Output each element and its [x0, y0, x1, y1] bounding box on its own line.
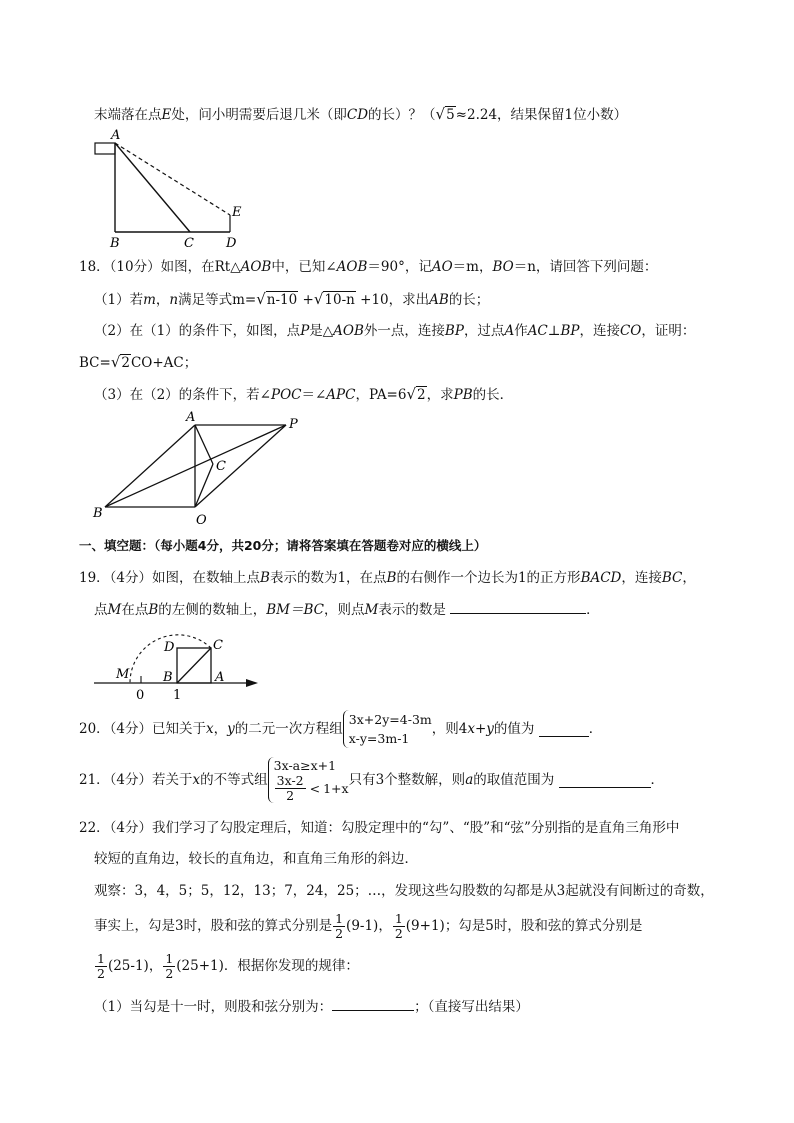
- q20-text: 20．（4分）已知关于: [79, 721, 207, 737]
- q22-text: ；（直接写出结果）: [414, 999, 529, 1015]
- q18-aob: AOB: [336, 259, 368, 275]
- q18-bo: BO: [492, 259, 514, 275]
- q18-text: ，证明：: [641, 323, 696, 339]
- q19-line2: [94, 599, 600, 620]
- q22-text: （1）当勾是十一时，则股和弦分别为：: [94, 999, 333, 1015]
- q21-inequality-system: [268, 757, 349, 803]
- q20-text: ．: [588, 721, 603, 737]
- q21-x: x: [192, 772, 201, 788]
- q21-line: [79, 751, 664, 809]
- q17-text: 处，问小明需要后退几米（即: [171, 107, 347, 123]
- q18-ac-perp-bp: AC⊥BP: [527, 323, 580, 339]
- q18-text: 的长；: [448, 292, 490, 308]
- q18-root1: n-10: [266, 292, 298, 308]
- q18-text: ＝m，: [452, 259, 493, 275]
- q18-text: 18．（10分）如图，在Rt△: [79, 259, 241, 275]
- q21-text: 只有3个整数解，则: [348, 772, 466, 788]
- q22-half-num: 1: [335, 910, 344, 926]
- q18-a: A: [504, 323, 515, 339]
- q19-m: M: [107, 602, 122, 618]
- q21-ineq1: 3x-a≥x+1: [273, 758, 337, 773]
- q19-label-a: A: [215, 670, 225, 685]
- q18-figure: [90, 408, 310, 530]
- q22-answer-blank[interactable]: [332, 996, 414, 1011]
- q22-line1: 22．（4分）我们学习了勾股定理后，知道：勾股定理中的“勾”、“股”和“弦”分别指的是直角三角形中: [79, 820, 680, 836]
- q18-root2: 10-n: [324, 292, 355, 308]
- q19-text: 的左侧的数轴上，: [158, 602, 267, 618]
- q18-eq: m=: [232, 292, 257, 308]
- q22-part1: [94, 996, 529, 1017]
- q18-part2: [94, 321, 695, 341]
- q21-text: ．: [650, 772, 665, 788]
- q18-part1: （1）若m，n满足等式m=√n-10 +√10-n +10，求出AB的长；: [94, 290, 490, 308]
- q19-text: 的右侧作一个边长为1的正方形: [396, 570, 581, 586]
- q19-diagonal-bc: [177, 648, 211, 683]
- q19-b: B: [260, 570, 270, 586]
- q22-expr: (9+1): [405, 918, 445, 934]
- q22-line2: 较短的直角边，较长的直角边，和直角三角形的斜边．: [94, 851, 418, 867]
- q19-label-b: B: [163, 670, 173, 685]
- q22-text: 事实上，勾是3时，股和弦的算式分别是: [94, 918, 333, 934]
- q19-text: 表示的数是: [378, 602, 446, 618]
- q19-text: 19．（4分）如图，在数轴上点: [79, 570, 261, 586]
- q21-lt: <: [309, 781, 321, 796]
- q20-text: 的二元一次方程组: [234, 721, 343, 737]
- q21-fraction: [275, 774, 306, 803]
- q21-ineq2: [274, 774, 349, 803]
- q18-ao: AO: [431, 259, 453, 275]
- q17-text: 的长）？（: [368, 107, 436, 123]
- q19-text: 在点: [121, 602, 149, 618]
- q22-half: [95, 952, 107, 981]
- q20-text: ，: [213, 721, 228, 737]
- q17-figure: [88, 126, 258, 252]
- q22-half-num: 1: [165, 950, 174, 966]
- q18-aob: AOB: [333, 323, 364, 339]
- q17-label-c: C: [184, 236, 194, 251]
- q18-aob: AOB: [240, 259, 272, 275]
- q18-root: 2: [417, 387, 426, 403]
- q19-text: ，: [682, 570, 696, 586]
- q18-m: m: [143, 292, 156, 308]
- q18-seg-ba: [105, 425, 195, 507]
- q18-pb: PB: [453, 387, 473, 403]
- q20-text: 的值为: [493, 721, 535, 737]
- q18-label-a: A: [186, 410, 196, 425]
- q18-text: 外一点，连接: [363, 323, 445, 339]
- q18-poc: POC: [271, 387, 302, 403]
- q22-line4: [94, 911, 642, 941]
- q19-bacd: BACD: [580, 570, 622, 586]
- q18-apc: APC: [326, 387, 356, 403]
- q18-text: 的长．: [472, 387, 514, 403]
- q21-frac-den: 2: [286, 788, 295, 803]
- q19-axis-arrow: [246, 679, 258, 687]
- q18-seg-ac: [195, 425, 213, 464]
- q20-y: y: [227, 721, 235, 737]
- q18-text: ，: [155, 292, 170, 308]
- q18-text: 中，已知∠: [271, 259, 337, 275]
- q19-label-one: 1: [173, 688, 182, 702]
- q19-text: ，连接: [621, 570, 662, 586]
- q18-text: 满足等式: [178, 292, 233, 308]
- q18-text: （3）在（2）的条件下，若∠: [94, 387, 271, 403]
- q18-text: （2）在（1）的条件下，如图，点: [94, 323, 301, 339]
- q19-text: ，则点: [324, 602, 365, 618]
- q19-b: B: [148, 602, 159, 618]
- q17-rope: [115, 143, 190, 232]
- q18-part3: （3）在（2）的条件下，若∠POC＝∠APC，PA=6√2，求PB的长．: [94, 385, 514, 403]
- q20-text: ，则4: [431, 721, 468, 737]
- q22-text: ，: [378, 918, 392, 934]
- q19-line1: [79, 568, 696, 588]
- q19-text: 表示的数为1，在点: [269, 570, 387, 586]
- q22-expr: (9-1): [346, 918, 379, 934]
- q18-label-o: O: [196, 513, 207, 528]
- q18-text: ，PA=6: [355, 387, 407, 403]
- q18-label-c: C: [216, 459, 226, 474]
- section-header: 一、填空题：（每小题4分，共20分；请将答案填在答题卷对应的横线上）: [79, 538, 487, 553]
- q19-bm-bc: BM＝BC: [266, 602, 324, 618]
- q18-bp: BP: [444, 323, 464, 339]
- q17-text: 末端落在点: [94, 107, 162, 123]
- q22-half-den: 2: [165, 965, 174, 981]
- q19-label-d: D: [164, 640, 175, 655]
- q21-frac-num: 3x-2: [276, 773, 304, 788]
- q22-text: ，: [148, 958, 163, 974]
- q17-label-a: A: [111, 128, 121, 143]
- q18-part2-line2: BC=√2CO+AC；: [79, 353, 198, 371]
- q20-x: x: [206, 721, 214, 737]
- q17-label-e: E: [232, 205, 242, 220]
- q22-text: ；勾是5时，股和弦的算式分别是: [444, 918, 643, 934]
- q19-m: M: [364, 602, 379, 618]
- q22-half-num: 1: [394, 910, 403, 926]
- q21-text: 的不等式组: [200, 772, 268, 788]
- q22-half-den: 2: [335, 925, 344, 941]
- q18-co: CO: [619, 323, 642, 339]
- q19-label-c: C: [213, 638, 223, 653]
- q17-point-e: E: [161, 107, 172, 123]
- q19-text: 点: [94, 602, 108, 618]
- q19-b: B: [386, 570, 397, 586]
- q19-label-m: M: [116, 667, 130, 682]
- q22-half-num: 1: [97, 950, 105, 966]
- q19-text: ．: [586, 602, 600, 618]
- q22-half-den: 2: [394, 925, 403, 941]
- q18-text: （1）若: [94, 292, 144, 308]
- q22-line5: [94, 951, 359, 981]
- q20-equation-system: [343, 710, 432, 748]
- q17-segment-cd: CD: [346, 107, 369, 123]
- q17-dashed-rope: [115, 143, 230, 215]
- q18-root: 2: [121, 355, 130, 371]
- q18-text: CO+AC；: [130, 355, 198, 371]
- q21-a: a: [465, 772, 474, 788]
- q20-xy: x+y: [467, 721, 494, 737]
- q22-half-den: 2: [97, 965, 105, 981]
- q22-half: [393, 912, 405, 941]
- q18-seg-co: [195, 464, 213, 507]
- q19-answer-blank[interactable]: [450, 599, 586, 614]
- q18-text: ，连接: [579, 323, 620, 339]
- q18-text: ，过点: [463, 323, 505, 339]
- q18-ab: AB: [429, 292, 449, 308]
- q22-expr: (25+1): [176, 958, 224, 974]
- q17-tail-line: 末端落在点E处，问小明需要后退几米（即CD的长）？（√5≈2.24，结果保留1位小数）: [94, 105, 628, 123]
- q20-eq1: 3x+2y=4-3m: [348, 712, 432, 727]
- q22-expr: (25-1): [107, 958, 149, 974]
- q21-answer-blank[interactable]: [559, 773, 651, 788]
- q17-label-b: B: [110, 236, 120, 251]
- q18-text: +10，求出: [360, 292, 430, 308]
- q18-p: P: [300, 323, 310, 339]
- q18-text: ，求: [426, 387, 454, 403]
- q18-text: ＝n，请回答下列问题：: [513, 259, 658, 275]
- q21-rhs: 1+x: [323, 781, 349, 796]
- q22-text: ．根据你发现的规律：: [223, 958, 359, 974]
- q18-label-p: P: [289, 417, 298, 432]
- q20-eq2: x-y=3m-1: [348, 731, 410, 746]
- q17-sqrt-arg: 5: [446, 107, 455, 123]
- q22-line3: 观察：3，4，5；5，12，13；7，24，25；…，发现这些勾股数的勾都是从3起就没有间断过的奇数，: [94, 883, 714, 899]
- q18-n: n: [169, 292, 179, 308]
- q18-text: BC=: [79, 355, 111, 371]
- q18-line1: [79, 257, 657, 277]
- q18-text: 是△: [309, 323, 334, 339]
- q19-bc: BC: [661, 570, 683, 586]
- q19-figure: [92, 634, 264, 702]
- q17-label-d: D: [226, 236, 237, 251]
- q18-text: ＝∠: [301, 387, 327, 403]
- q18-seg-po: [195, 425, 286, 507]
- q18-text: ＝90°，记: [367, 259, 432, 275]
- q20-line: [79, 708, 602, 750]
- q22-half: [333, 912, 345, 941]
- q17-ledge: [95, 143, 115, 154]
- q20-answer-blank[interactable]: [539, 722, 589, 737]
- q18-label-b: B: [93, 506, 103, 521]
- q21-text: 的取值范围为: [473, 772, 555, 788]
- q19-label-zero: 0: [136, 688, 145, 702]
- q17-text: ≈2.24，结果保留1位小数）: [455, 107, 628, 123]
- q18-text: 作: [514, 323, 528, 339]
- q22-half: [163, 952, 175, 981]
- q18-plus: +: [302, 292, 314, 308]
- q21-text: 21．（4分）若关于: [79, 772, 193, 788]
